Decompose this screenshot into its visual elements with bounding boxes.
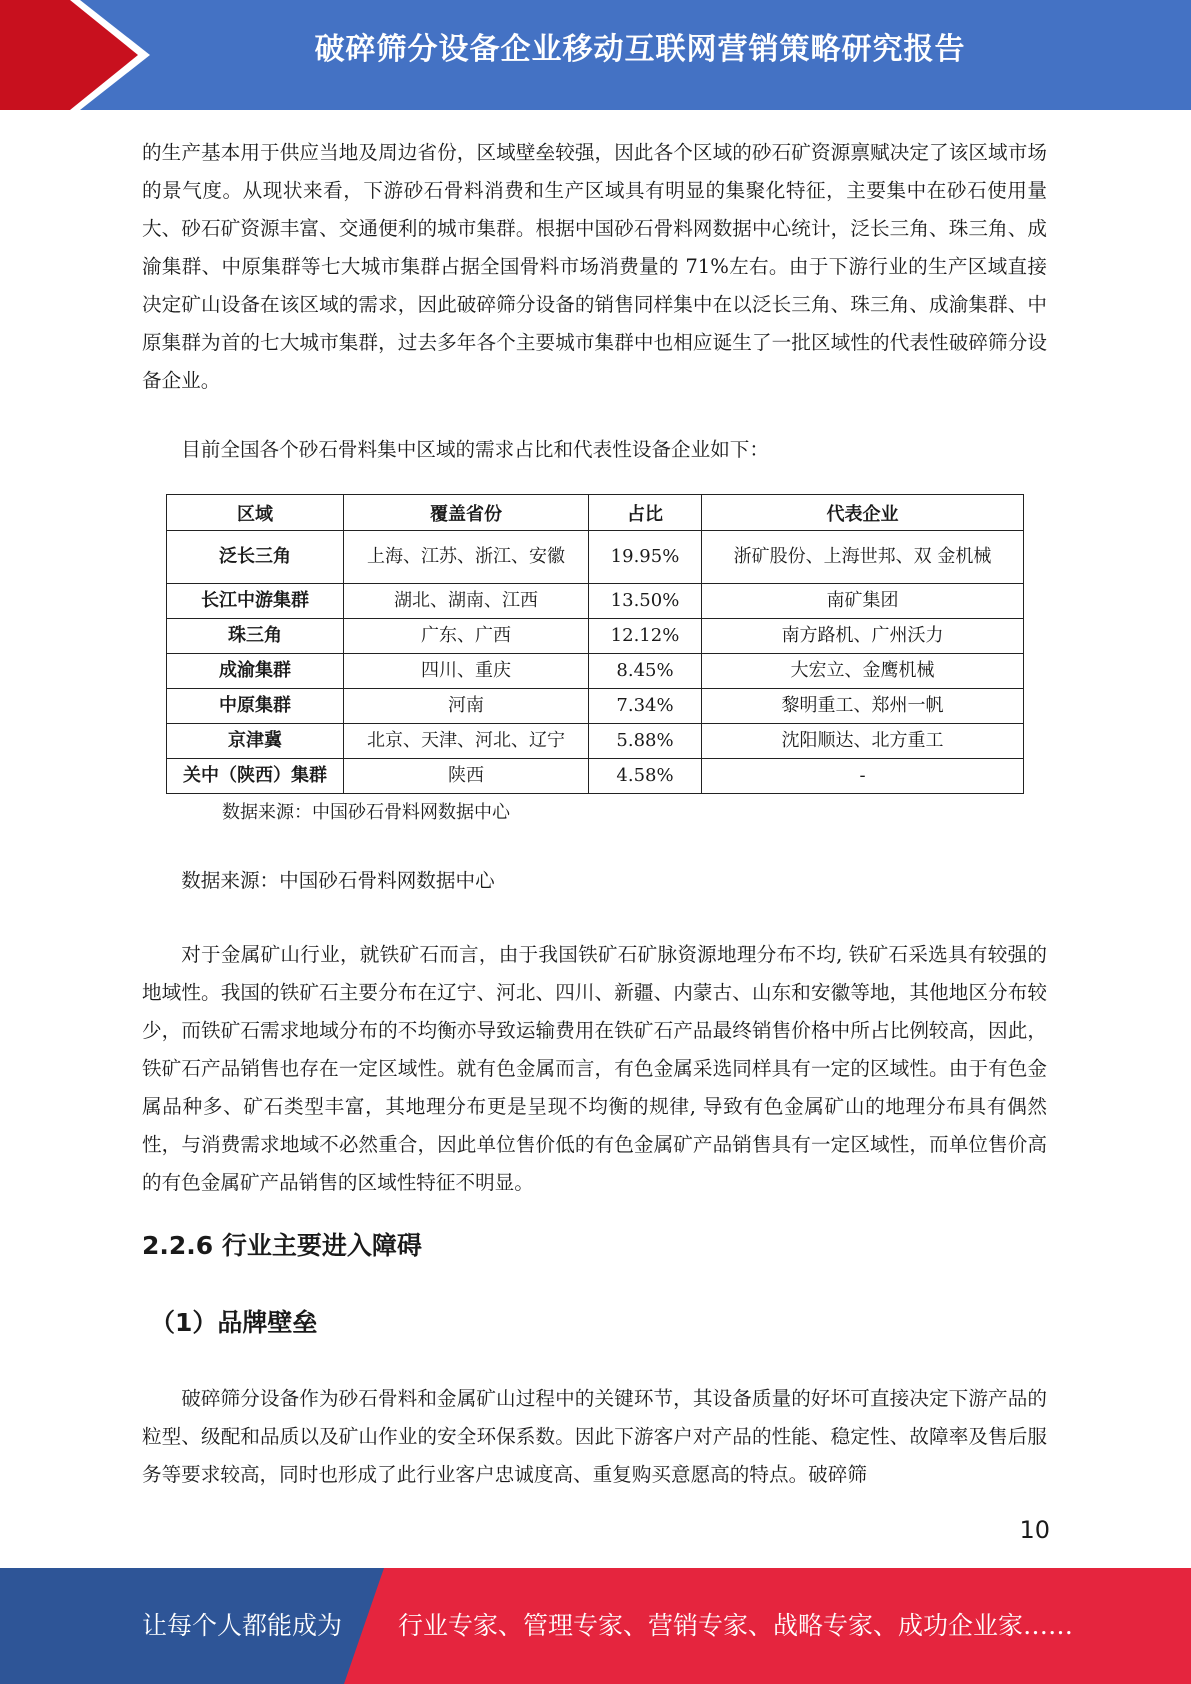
col-header-region: 区域	[167, 495, 344, 531]
cell-region: 京津冀	[167, 724, 344, 759]
cell-share: 12.12%	[589, 619, 702, 654]
col-header-provinces: 覆盖省份	[344, 495, 589, 531]
cell-provinces: 广东、广西	[344, 619, 589, 654]
cell-provinces: 四川、重庆	[344, 654, 589, 689]
cell-companies: 南矿集团	[702, 584, 1024, 619]
cell-provinces: 上海、江苏、浙江、安徽	[344, 531, 589, 584]
cell-companies: 南方路机、广州沃力	[702, 619, 1024, 654]
cell-provinces: 陕西	[344, 759, 589, 794]
table-row	[167, 689, 1024, 724]
table-intro-paragraph: 目前全国各个砂石骨料集中区域的需求占比和代表性设备企业如下：	[181, 438, 769, 461]
table-row	[167, 654, 1024, 689]
section-heading: 2.2.6 行业主要进入障碍	[142, 1231, 422, 1260]
cell-companies: 大宏立、金鹰机械	[702, 654, 1024, 689]
cell-region: 泛长三角	[167, 531, 344, 584]
report-title: 破碎筛分设备企业移动互联网营销策略研究报告	[314, 32, 966, 67]
subsection-heading: （1）品牌壁垒	[150, 1308, 318, 1337]
page-number: 10	[1019, 1516, 1050, 1544]
cell-provinces: 湖北、湖南、江西	[344, 584, 589, 619]
cell-region: 成渝集群	[167, 654, 344, 689]
cell-region: 关中（陕西）集群	[167, 759, 344, 794]
cell-companies: 浙矿股份、上海世邦、双 金机械	[702, 531, 1024, 584]
cell-region: 珠三角	[167, 619, 344, 654]
cell-share: 19.95%	[589, 531, 702, 584]
cell-share: 4.58%	[589, 759, 702, 794]
body-paragraph-1: 的生产基本用于供应当地及周边省份，区域壁垒较强，因此各个区域的砂石矿资源禀赋决定了该区域市场的景气度。从现状来看，下游砂石骨料消费和生产区域具有明显的集聚化特征，主要集中在砂石使用量大、砂石矿资源丰富、交通便利的城市集群。根据中国砂石骨料网数据中心统计，泛长三角、珠三角、成渝集群、中原集群等七大城市集群占据全国骨料市场消费量的 71%左右。由于下游行业的生产区域直接决定矿山设备在该区域的需求，因此破碎筛分设备的销售同样集中在以泛长三角、珠三角、成渝集群、中原集群为首的七大城市集群，过去多年各个主要城市集群中也相应诞生了一批区域性的代表性破碎筛分设备企业。	[142, 141, 1047, 392]
col-header-companies: 代表企业	[702, 495, 1024, 531]
cell-share: 13.50%	[589, 584, 702, 619]
col-header-share: 占比	[589, 495, 702, 531]
data-source-paragraph: 数据来源：中国砂石骨料网数据中心	[181, 869, 495, 892]
footer-slogan-right: 行业专家、管理专家、营销专家、战略专家、成功企业家……	[398, 1611, 1074, 1640]
cell-region: 中原集群	[167, 689, 344, 724]
cell-share: 5.88%	[589, 724, 702, 759]
cell-region: 长江中游集群	[167, 584, 344, 619]
table-row	[167, 759, 1024, 794]
cell-companies: -	[702, 759, 1024, 794]
demand-share-table	[166, 494, 1024, 794]
table-row	[167, 724, 1024, 759]
cell-share: 8.45%	[589, 654, 702, 689]
cell-provinces: 北京、天津、河北、辽宁	[344, 724, 589, 759]
footer-slogan-left: 让每个人都能成为	[142, 1611, 343, 1640]
cell-companies: 沈阳顺达、北方重工	[702, 724, 1024, 759]
cell-share: 7.34%	[589, 689, 702, 724]
page-header	[0, 0, 1191, 110]
body-paragraph-brand-barrier: 破碎筛分设备作为砂石骨料和金属矿山过程中的关键环节，其设备质量的好坏可直接决定下游产品的粒型、级配和品质以及矿山作业的安全环保系数。因此下游客户对产品的性能、稳定性、故障率及售后服务等要求较高，同时也形成了此行业客户忠诚度高、重复购买意愿高的特点。破碎筛	[142, 1387, 1047, 1486]
table-caption: 数据来源：中国砂石骨料网数据中心	[222, 802, 510, 823]
table-row	[167, 619, 1024, 654]
table-header-row	[167, 495, 1024, 531]
table-row	[167, 531, 1024, 584]
page-footer	[0, 1568, 1191, 1684]
table-row	[167, 584, 1024, 619]
cell-provinces: 河南	[344, 689, 589, 724]
body-paragraph-metal-mines: 对于金属矿山行业，就铁矿石而言，由于我国铁矿石矿脉资源地理分布不均, 铁矿石采选具有较强的地域性。我国的铁矿石主要分布在辽宁、河北、四川、新疆、内蒙古、山东和安徽等地，其他地区分布较少，而铁矿石需求地域分布的不均衡亦导致运输费用在铁矿石产品最终销售价格中所占比例较高，因此，铁矿石产品销售也存在一定区域性。就有色金属而言，有色金属采选同样具有一定的区域性。由于有色金属品种多、矿石类型丰富，其地理分布更是呈现不均衡的规律, 导致有色金属矿山的地理分布具有偶然性，与消费需求地域不必然重合，因此单位售价低的有色金属矿产品销售具有一定区域性，而单位售价高的有色金属矿产品销售的区域性特征不明显。	[142, 943, 1047, 1194]
header-chevron-icon	[0, 0, 138, 110]
cell-companies: 黎明重工、郑州一帆	[702, 689, 1024, 724]
